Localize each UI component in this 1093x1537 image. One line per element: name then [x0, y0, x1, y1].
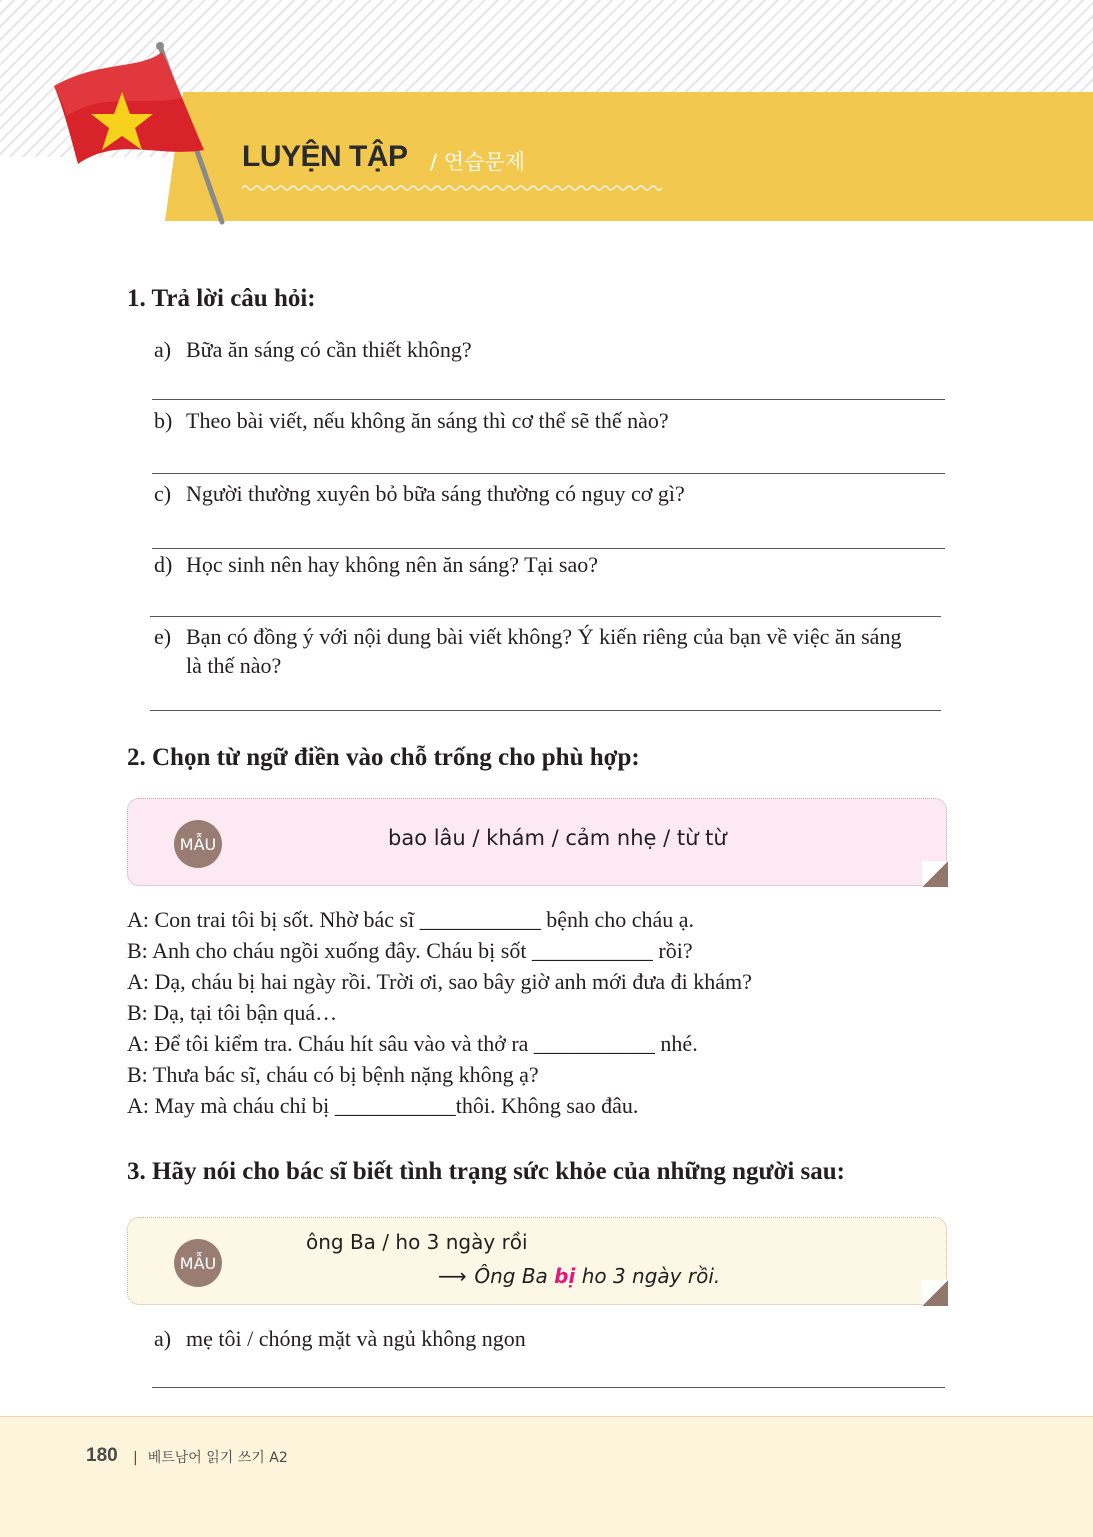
sample-badge: MẪU: [174, 1239, 222, 1287]
dialog-block: [127, 904, 752, 1121]
dialog-line: B: Dạ, tại tôi bận quá…: [127, 1000, 338, 1025]
section1-title: 1. Trả lời câu hỏi:: [127, 285, 316, 312]
question-1c: [154, 479, 926, 508]
question-text: Theo bài viết, nếu không ăn sáng thì cơ thể sẽ thế nào?: [186, 408, 669, 433]
section3-title: 3. Hãy nói cho bác sĩ biết tình trạng sức khỏe của những người sau:: [127, 1158, 845, 1185]
dialog-line: B: Anh cho cháu ngồi xuống đây. Cháu bị sốt ___________ rồi?: [127, 938, 693, 963]
word-bank: bao lâu / khám / cảm nhẹ / từ từ: [388, 826, 727, 850]
question-1a: [154, 335, 926, 364]
page-footer: [0, 1416, 1093, 1537]
question-text: Bữa ăn sáng có cần thiết không?: [186, 337, 472, 362]
question-label: c): [154, 481, 172, 506]
question-1b: [154, 406, 926, 435]
highlight-word: bị: [554, 1264, 576, 1288]
folded-corner: [922, 861, 948, 887]
page-subtitle: / 연습문제: [430, 150, 525, 174]
folded-corner: [922, 1280, 948, 1306]
answer-line-1d[interactable]: [150, 616, 941, 617]
dialog-line: A: Dạ, cháu bị hai ngày rồi. Trời ơi, sao bây giờ anh mới đưa đi khám?: [127, 969, 752, 994]
question-text: Người thường xuyên bỏ bữa sáng thường có nguy cơ gì?: [186, 481, 685, 506]
question-label: a): [154, 1326, 172, 1351]
answer-line-1c[interactable]: [152, 548, 945, 549]
page-title: LUYỆN TẬP: [242, 140, 408, 173]
example-prompt: ông Ba / ho 3 ngày rồi: [306, 1230, 528, 1254]
example-box: [127, 1217, 947, 1305]
arrow-right-icon: ⟶: [438, 1264, 467, 1288]
dialog-line: A: Con trai tôi bị sốt. Nhờ bác sĩ ___________ bệnh cho cháu ạ.: [127, 907, 695, 932]
page-number: 180: [86, 1445, 118, 1466]
book-title: | 베트남어 읽기 쓰기 A2: [133, 1450, 288, 1466]
section2-title: 2. Chọn từ ngữ điền vào chỗ trống cho phù hợp:: [127, 744, 640, 771]
question-label: e): [154, 624, 172, 649]
question-label: d): [154, 552, 173, 577]
question-1e: [154, 622, 921, 680]
answer-line-3a[interactable]: [152, 1387, 945, 1388]
question-1d: [154, 550, 926, 579]
example-answer: [438, 1264, 720, 1288]
dialog-line: B: Thưa bác sĩ, cháu có bị bệnh nặng không ạ?: [127, 1062, 539, 1087]
question-label: b): [154, 408, 173, 433]
answer-line-1a[interactable]: [152, 399, 945, 400]
vietnam-flag-icon: [40, 40, 240, 230]
answer-line-1e[interactable]: [150, 710, 941, 711]
title-wavy-underline: [242, 183, 667, 193]
example-answer-text: Ông Ba bị ho 3 ngày rồi.: [474, 1264, 721, 1288]
dialog-line: A: Để tôi kiểm tra. Cháu hít sâu vào và thở ra ___________ nhé.: [127, 1031, 698, 1056]
word-bank-box: [127, 798, 947, 886]
separator: |: [133, 1450, 138, 1466]
question-text: Bạn có đồng ý với nội dung bài viết không? Ý kiến riêng của bạn về việc ăn sáng là thế nào?: [186, 624, 902, 678]
question-3a: [154, 1324, 926, 1353]
question-text: mẹ tôi / chóng mặt và ngủ không ngon: [186, 1326, 526, 1351]
sample-badge: MẪU: [174, 820, 222, 868]
dialog-line: A: May mà cháu chỉ bị ___________thôi. Không sao đâu.: [127, 1093, 639, 1118]
question-text: Học sinh nên hay không nên ăn sáng? Tại sao?: [186, 552, 598, 577]
question-label: a): [154, 337, 172, 362]
answer-line-1b[interactable]: [152, 473, 945, 474]
